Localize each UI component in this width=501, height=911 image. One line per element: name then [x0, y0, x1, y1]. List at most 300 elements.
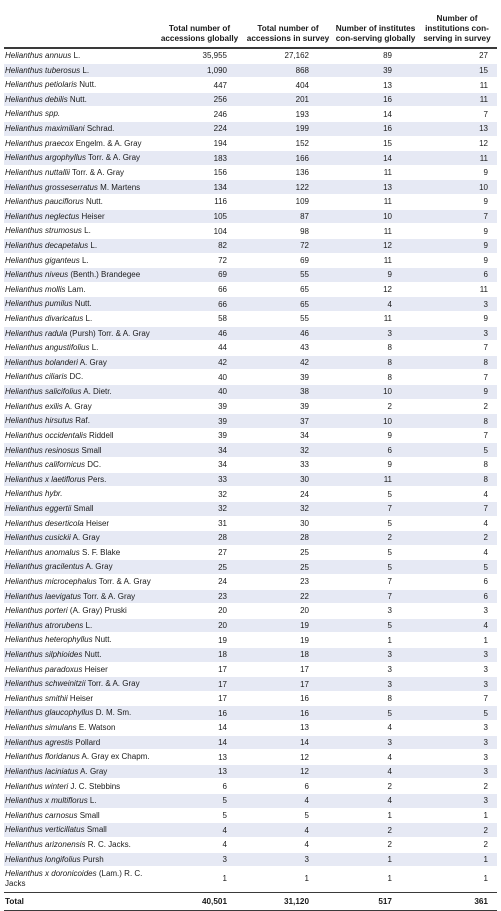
institutes-globally-cell: 16 [383, 95, 392, 105]
species-cell [4, 183, 158, 193]
accessions-in-survey-cell: 152 [295, 138, 309, 148]
institutions-in-survey-cell: 9 [483, 197, 488, 207]
institutions-in-survey-cell: 5 [483, 708, 488, 718]
institutions-in-survey-cell: 7 [483, 431, 488, 441]
table-row [4, 283, 497, 298]
species-author: DC. [85, 460, 102, 470]
accessions-in-survey-cell: 136 [295, 168, 309, 178]
table-row [4, 458, 497, 473]
institutions-in-survey-cell: 12 [479, 138, 488, 148]
table-row [4, 49, 497, 64]
species-cell [4, 109, 158, 119]
species-cell [4, 124, 158, 134]
institutes-globally-cell: 2 [387, 781, 392, 791]
accessions-globally-cell: 32 [218, 504, 227, 514]
table-row [4, 93, 497, 108]
accessions-in-survey-cell: 122 [295, 182, 309, 192]
accessions-globally-cell: 17 [218, 664, 227, 674]
accessions-globally-cell: 105 [213, 212, 227, 221]
table-row [4, 429, 497, 444]
species-cell [4, 811, 158, 821]
species-author: Schrad. [84, 124, 115, 134]
accessions-in-survey-cell: 19 [300, 635, 309, 645]
species-name: Helianthus winteri [5, 781, 69, 791]
table-row [4, 268, 497, 283]
species-author: Small [77, 810, 100, 820]
accessions-in-survey-cell: 39 [300, 401, 309, 411]
accessions-globally-cell: 3 [222, 854, 227, 864]
species-name: Helianthus hybr. [5, 489, 63, 499]
species-name: Helianthus verticillatus [5, 825, 85, 835]
species-cell [4, 635, 158, 645]
accessions-globally-cell: 66 [218, 285, 227, 295]
institutions-in-survey-cell: 9 [483, 255, 488, 265]
species-cell [4, 256, 158, 266]
species-name: Helianthus laevigatus [5, 591, 82, 601]
accessions-in-survey-cell: 13 [300, 723, 309, 733]
table-row [4, 151, 497, 166]
institutes-globally-cell: 5 [387, 489, 392, 499]
species-cell [4, 504, 158, 514]
accessions-in-survey-cell: 55 [300, 314, 309, 324]
accessions-in-survey-cell: 34 [300, 431, 309, 441]
institutions-in-survey-cell: 1 [483, 874, 488, 884]
institutions-in-survey-cell: 3 [483, 650, 488, 660]
accessions-globally-cell: 40 [218, 372, 227, 382]
header-institutions-in-survey: Number of institutions con-serving in survey [423, 14, 491, 43]
institutes-globally-cell: 11 [383, 226, 392, 236]
species-name: Helianthus carnosus [5, 810, 78, 820]
institutions-in-survey-cell: 8 [483, 474, 488, 484]
total-row [4, 892, 497, 911]
species-name: Helianthus nuttallii [5, 167, 70, 177]
accessions-table [4, 0, 497, 911]
species-name: Helianthus heterophyllus [5, 635, 93, 645]
table-row [4, 853, 497, 868]
institutions-in-survey-cell: 7 [483, 694, 488, 704]
institutions-in-survey-cell: 4 [483, 621, 488, 631]
accessions-in-survey-cell: 28 [300, 533, 309, 543]
accessions-in-survey-cell: 33 [300, 460, 309, 470]
institutes-globally-cell: 9 [387, 460, 392, 470]
species-cell [4, 606, 158, 616]
institutions-in-survey-cell: 13 [479, 124, 488, 134]
species-author: A. Gray [78, 766, 108, 776]
institutions-in-survey-cell: 11 [479, 80, 488, 90]
species-name: Helianthus porteri [5, 606, 68, 616]
accessions-globally-cell: 46 [218, 328, 227, 338]
table-row [4, 224, 497, 239]
table-row [4, 356, 497, 371]
accessions-globally-cell: 35,955 [202, 51, 227, 61]
table-row [4, 137, 497, 152]
species-name: Helianthus petiolaris [5, 80, 78, 90]
accessions-in-survey-cell: 16 [300, 694, 309, 704]
species-author: Nutt. [67, 94, 87, 104]
accessions-globally-cell: 134 [213, 182, 227, 192]
accessions-globally-cell: 19 [218, 635, 227, 645]
species-cell [4, 752, 158, 762]
species-cell [4, 519, 158, 529]
table-row [4, 736, 497, 751]
species-author: Nutt. [72, 299, 92, 309]
species-cell [4, 533, 158, 543]
species-name: Helianthus silphioides [5, 650, 83, 660]
species-author: (Lam.) R. C. Jacks [5, 869, 143, 888]
species-name: Helianthus gracilentus [5, 562, 84, 572]
species-cell [4, 679, 158, 689]
table-row [4, 414, 497, 429]
accessions-in-survey-cell: 17 [300, 679, 309, 689]
accessions-in-survey-cell: 4 [304, 825, 309, 835]
accessions-globally-cell: 20 [218, 606, 227, 616]
institutes-globally-cell: 2 [387, 840, 392, 850]
institutes-globally-cell: 39 [383, 65, 392, 75]
accessions-in-survey-cell: 4 [304, 840, 309, 850]
institutes-globally-cell: 12 [383, 285, 392, 295]
institutes-globally-cell: 11 [383, 255, 392, 265]
accessions-globally-cell: 58 [218, 314, 227, 324]
accessions-globally-cell: 39 [218, 416, 227, 426]
institutes-globally-cell: 7 [387, 577, 392, 587]
institutes-globally-cell: 3 [387, 737, 392, 747]
institutes-globally-cell: 5 [387, 518, 392, 528]
species-cell [4, 212, 158, 222]
institutes-globally-cell: 3 [387, 679, 392, 689]
species-cell [4, 416, 158, 426]
species-author: Torr. & A. Gray [85, 679, 140, 689]
institutions-in-survey-cell: 2 [483, 840, 488, 850]
species-cell [4, 314, 158, 324]
accessions-in-survey-cell: 12 [300, 752, 309, 762]
institutes-globally-cell: 4 [387, 299, 392, 309]
table-row [4, 560, 497, 575]
species-cell [4, 80, 158, 90]
species-cell [4, 285, 158, 295]
institutions-in-survey-cell: 7 [483, 504, 488, 514]
accessions-globally-cell: 23 [218, 591, 227, 601]
institutes-globally-cell: 16 [383, 124, 392, 134]
accessions-globally-cell: 4 [222, 825, 227, 835]
institutes-globally-cell: 5 [387, 708, 392, 718]
institutes-globally-cell: 14 [383, 109, 392, 119]
species-author: Heiser [67, 693, 94, 703]
institutes-globally-cell: 11 [383, 474, 392, 484]
species-author: L. [83, 620, 93, 630]
species-cell [4, 168, 158, 178]
species-author: M. Martens [97, 182, 141, 192]
institutions-in-survey-cell: 10 [479, 182, 488, 192]
table-row [4, 604, 497, 619]
species-cell [4, 372, 158, 382]
accessions-in-survey-cell: 14 [300, 737, 309, 747]
species-author: Pollard [73, 737, 101, 747]
accessions-in-survey-cell: 38 [300, 387, 309, 397]
species-author: Nutt. [92, 635, 112, 645]
total-institutes-globally: 517 [378, 897, 392, 907]
institutions-in-survey-cell: 2 [483, 825, 488, 835]
accessions-in-survey-cell: 55 [300, 270, 309, 280]
institutions-in-survey-cell: 7 [483, 372, 488, 382]
species-author: L. [80, 65, 90, 75]
species-author: Nutt. [83, 197, 103, 207]
table-row [4, 64, 497, 79]
species-author: Small [84, 825, 107, 835]
accessions-globally-cell: 246 [213, 109, 227, 119]
institutions-in-survey-cell: 8 [483, 358, 488, 368]
accessions-globally-cell: 25 [218, 562, 227, 572]
accessions-in-survey-cell: 199 [295, 124, 309, 134]
total-accessions-in-survey: 31,120 [283, 897, 309, 907]
accessions-globally-cell: 17 [218, 694, 227, 704]
institutes-globally-cell: 1 [387, 854, 392, 864]
accessions-in-survey-cell: 109 [295, 197, 309, 207]
table-row [4, 210, 497, 225]
species-cell [4, 95, 158, 105]
table-row [4, 327, 497, 342]
accessions-globally-cell: 34 [218, 460, 227, 470]
species-cell [4, 329, 158, 339]
accessions-globally-cell: 66 [218, 299, 227, 309]
accessions-globally-cell: 6 [222, 781, 227, 791]
accessions-in-survey-cell: 6 [304, 781, 309, 791]
species-author: R. C. Jacks. [85, 839, 131, 849]
species-author: A. Gray [77, 357, 107, 367]
species-name: Helianthus longifolius [5, 854, 81, 864]
accessions-in-survey-cell: 868 [295, 65, 309, 75]
table-row [4, 590, 497, 605]
table-row [4, 765, 497, 780]
institutions-in-survey-cell: 7 [483, 109, 488, 119]
accessions-globally-cell: 24 [218, 577, 227, 587]
table-row [4, 531, 497, 546]
institutions-in-survey-cell: 9 [483, 168, 488, 178]
species-author: (Pursh) Torr. & A. Gray [67, 328, 150, 338]
accessions-in-survey-cell: 43 [300, 343, 309, 353]
accessions-in-survey-cell: 42 [300, 358, 309, 368]
species-name: Helianthus grosseserratus [5, 182, 98, 192]
accessions-in-survey-cell: 17 [300, 664, 309, 674]
species-name: Helianthus mollis [5, 284, 66, 294]
species-name: Helianthus divaricatus [5, 314, 84, 324]
accessions-in-survey-cell: 46 [300, 328, 309, 338]
table-row [4, 517, 497, 532]
accessions-globally-cell: 17 [218, 679, 227, 689]
species-cell [4, 855, 158, 865]
species-name: Helianthus laciniatus [5, 766, 79, 776]
institutes-globally-cell: 6 [387, 445, 392, 455]
species-name: Helianthus giganteus [5, 255, 80, 265]
species-cell [4, 782, 158, 792]
accessions-in-survey-cell: 19 [300, 621, 309, 631]
institutions-in-survey-cell: 6 [483, 270, 488, 280]
accessions-globally-cell: 4 [222, 840, 227, 850]
species-cell [4, 548, 158, 558]
accessions-globally-cell: 256 [213, 95, 227, 105]
species-cell [4, 51, 158, 61]
accessions-in-survey-cell: 4 [304, 796, 309, 806]
species-author: A. Gray [70, 533, 100, 543]
species-author: A. Gray ex Chapm. [79, 752, 150, 762]
accessions-globally-cell: 33 [218, 474, 227, 484]
species-author: D. M. Sm. [93, 708, 132, 718]
accessions-globally-cell: 1,090 [206, 65, 227, 75]
accessions-in-survey-cell: 25 [300, 548, 309, 558]
species-cell [4, 139, 158, 149]
institutes-globally-cell: 12 [383, 241, 392, 251]
institutes-globally-cell: 5 [387, 562, 392, 572]
species-author: A. Dietr. [81, 387, 112, 397]
accessions-globally-cell: 156 [213, 168, 227, 178]
table-header [4, 0, 497, 49]
institutions-in-survey-cell: 11 [479, 285, 488, 295]
accessions-in-survey-cell: 30 [300, 518, 309, 528]
species-cell [4, 431, 158, 441]
institutions-in-survey-cell: 6 [483, 577, 488, 587]
species-name: Helianthus strumosus [5, 226, 82, 236]
species-cell [4, 270, 158, 280]
institutions-in-survey-cell: 11 [479, 95, 488, 105]
accessions-in-survey-cell: 65 [300, 285, 309, 295]
accessions-in-survey-cell: 3 [304, 854, 309, 864]
species-name: Helianthus smithii [5, 693, 68, 703]
species-name: Helianthus spp. [5, 109, 61, 119]
table-row [4, 341, 497, 356]
species-author: L. [79, 255, 89, 265]
accessions-globally-cell: 116 [214, 197, 227, 207]
accessions-in-survey-cell: 404 [295, 80, 309, 90]
species-cell [4, 197, 158, 207]
species-author: Pursh [80, 854, 104, 864]
accessions-in-survey-cell: 25 [300, 562, 309, 572]
species-cell [4, 796, 158, 806]
institutes-globally-cell: 10 [383, 387, 392, 397]
institutes-globally-cell: 89 [383, 51, 392, 61]
table-body [4, 49, 497, 891]
accessions-globally-cell: 13 [218, 767, 227, 777]
species-name: Helianthus arizonensis [5, 839, 86, 849]
institutes-globally-cell: 3 [387, 650, 392, 660]
species-name: Helianthus x doronicoides [5, 869, 97, 879]
institutes-globally-cell: 11 [383, 314, 392, 324]
species-author: L. [87, 796, 97, 806]
institutions-in-survey-cell: 3 [483, 679, 488, 689]
accessions-globally-cell: 39 [218, 431, 227, 441]
species-name: Helianthus radula [5, 328, 68, 338]
species-author: S. F. Blake [79, 547, 121, 557]
institutes-globally-cell: 3 [387, 606, 392, 616]
accessions-in-survey-cell: 65 [300, 299, 309, 309]
institutes-globally-cell: 4 [387, 723, 392, 733]
institutes-globally-cell: 13 [383, 182, 392, 192]
species-cell [4, 153, 158, 163]
species-name: Helianthus bolanderi [5, 357, 78, 367]
institutes-globally-cell: 9 [387, 270, 392, 280]
institutes-globally-cell: 1 [387, 874, 392, 884]
accessions-globally-cell: 14 [218, 737, 227, 747]
table-row [4, 166, 497, 181]
institutions-in-survey-cell: 27 [479, 51, 488, 61]
species-author: Nutt. [82, 650, 102, 660]
accessions-in-survey-cell: 37 [300, 416, 309, 426]
accessions-in-survey-cell: 22 [300, 591, 309, 601]
table-row [4, 619, 497, 634]
accessions-globally-cell: 5 [222, 796, 227, 806]
accessions-in-survey-cell: 20 [300, 606, 309, 616]
accessions-in-survey-cell: 32 [300, 504, 309, 514]
accessions-globally-cell: 31 [218, 518, 227, 528]
table-row [4, 487, 497, 502]
table-row [4, 443, 497, 458]
institutes-globally-cell: 11 [383, 168, 392, 178]
species-name: Helianthus eggertii [5, 503, 72, 513]
species-cell [4, 825, 158, 835]
table-row [4, 78, 497, 93]
species-author: Torr. & A. Gray [69, 167, 125, 177]
species-cell [4, 343, 158, 353]
institutes-globally-cell: 8 [387, 372, 392, 382]
accessions-globally-cell: 72 [218, 255, 227, 265]
accessions-in-survey-cell: 201 [295, 95, 309, 105]
accessions-in-survey-cell: 27,162 [284, 51, 309, 61]
accessions-globally-cell: 44 [218, 343, 227, 353]
table-row [4, 254, 497, 269]
institutes-globally-cell: 10 [383, 212, 392, 221]
accessions-globally-cell: 13 [218, 752, 227, 762]
accessions-globally-cell: 447 [213, 80, 227, 90]
header-accessions-in-survey: Total number of accessions in survey [246, 24, 330, 43]
accessions-in-survey-cell: 12 [300, 767, 309, 777]
species-author: Pers. [85, 474, 107, 484]
table-row [4, 692, 497, 707]
accessions-globally-cell: 14 [218, 723, 227, 733]
table-row [4, 779, 497, 794]
species-author: Small [71, 503, 94, 513]
institutions-in-survey-cell: 9 [483, 226, 488, 236]
species-name: Helianthus cusickii [5, 533, 71, 543]
species-author: Riddell [86, 430, 114, 440]
table-row [4, 473, 497, 488]
species-author: Heiser [83, 518, 110, 528]
institutions-in-survey-cell: 15 [479, 65, 488, 75]
table-row [4, 370, 497, 385]
species-name: Helianthus schweinitzii [5, 679, 86, 689]
species-name: Helianthus paradoxus [5, 664, 83, 674]
species-name: Helianthus tuberosus [5, 65, 81, 75]
species-name: Helianthus decapetalus [5, 240, 89, 250]
species-author: Torr. & A. Gray [81, 591, 136, 601]
species-name: Helianthus simulans [5, 723, 77, 733]
accessions-in-survey-cell: 39 [300, 372, 309, 382]
institutions-in-survey-cell: 7 [483, 343, 488, 353]
institutions-in-survey-cell: 3 [483, 767, 488, 777]
institutions-in-survey-cell: 3 [483, 328, 488, 338]
table-row [4, 823, 497, 838]
institutes-globally-cell: 8 [387, 694, 392, 704]
species-name: Helianthus pauciflorus [5, 197, 84, 207]
species-name: Helianthus resinosus [5, 445, 80, 455]
species-cell [4, 650, 158, 660]
institutions-in-survey-cell: 4 [483, 489, 488, 499]
institutes-globally-cell: 2 [387, 825, 392, 835]
species-name: Helianthus maximiliani [5, 124, 85, 134]
species-name: Helianthus hirsutus [5, 416, 74, 426]
institutions-in-survey-cell: 5 [483, 562, 488, 572]
institutions-in-survey-cell: 9 [483, 314, 488, 324]
institutes-globally-cell: 9 [387, 431, 392, 441]
institutes-globally-cell: 4 [387, 752, 392, 762]
species-cell [4, 738, 158, 748]
